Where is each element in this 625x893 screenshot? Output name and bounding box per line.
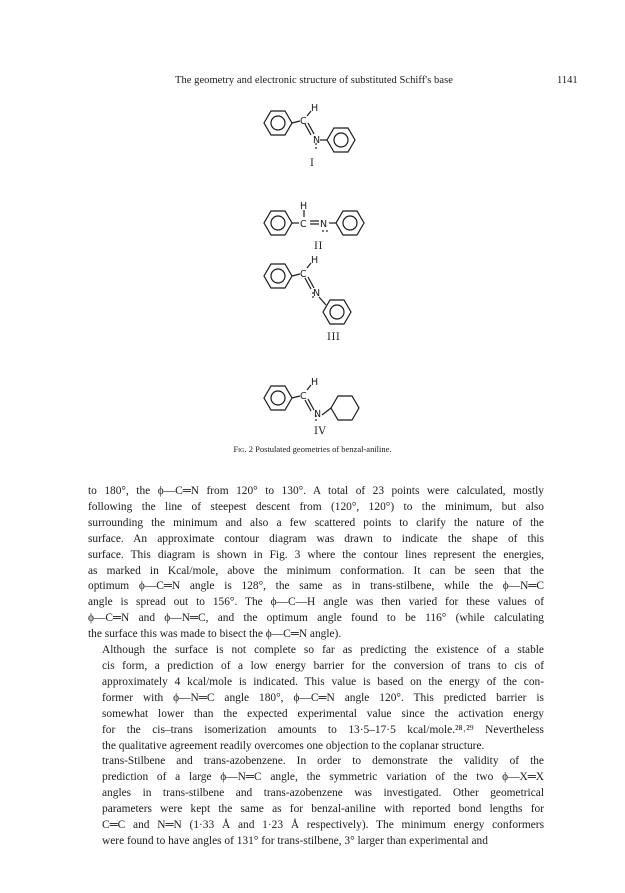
- figure-caption-text: Postulated geometries of benzal-aniline.: [255, 444, 392, 454]
- benzene-ring-icon: [327, 128, 355, 152]
- structure-label-iv: IV: [314, 426, 327, 437]
- body-text: [88, 484, 544, 850]
- structure-i-drawing: [264, 111, 355, 152]
- bond-line: [292, 121, 300, 123]
- page-number: 1141: [557, 75, 578, 86]
- bond-line: [292, 274, 300, 276]
- text-line: the surface this was made to bisect the ϕ—C═N angle).: [88, 628, 342, 641]
- running-title: The geometry and electronic structure of substituted Schiff's base: [175, 75, 453, 86]
- figure-caption-prefix: Fig. 2: [233, 444, 253, 454]
- benzene-circle-icon: [271, 269, 285, 283]
- text-line: the qualitative agreement readily overcomes one objection to the coplanar structure.: [102, 739, 485, 752]
- lone-pair-dot: [322, 230, 324, 232]
- atom-c: C: [300, 219, 307, 230]
- benzene-ring-icon: [264, 264, 292, 288]
- structure-label-iii: III: [327, 332, 341, 343]
- lone-pair-dot: [326, 230, 328, 232]
- benzene-ring-icon: [264, 111, 292, 135]
- paragraph: [88, 754, 544, 849]
- structure-ii-drawing: [264, 210, 364, 235]
- text-line: surface. An approximate contour diagram was drawn to indicate the shape of this: [88, 532, 544, 545]
- structure-label-i: I: [310, 158, 315, 169]
- benzene-circle-icon: [271, 116, 285, 130]
- atom-n: N: [314, 409, 322, 420]
- benzene-circle-icon: [271, 391, 285, 405]
- atom-c: C: [300, 391, 307, 402]
- text-line: following the line of steepest descent from (120°, 120°) to the minimum, but also: [88, 500, 544, 513]
- cyclohexane-ring-icon: [331, 396, 359, 420]
- text-line: as marked in Kcal/mole, above the minimum conformation. It can be seen that the: [88, 564, 544, 577]
- bond-line: [292, 396, 300, 398]
- figure-caption: [0, 444, 625, 454]
- benzene-ring-icon: [336, 211, 364, 235]
- benzene-circle-icon: [271, 216, 285, 230]
- structure-label-ii: II: [314, 241, 323, 252]
- text-line: trans-Stilbene and trans-azobenzene. In order to demonstrate the validity of the: [102, 755, 544, 768]
- benzene-circle-icon: [330, 305, 344, 319]
- atom-h: H: [311, 103, 319, 114]
- structures-drawing: [240, 100, 440, 460]
- text-line: approximately 4 kcal/mole is indicated. This value is based on the energy of the con-: [102, 675, 544, 688]
- text-line: former with ϕ—N═C angle 180°, ϕ—C═N angle 120°. This predicted barrier is: [102, 691, 544, 704]
- paragraph: [88, 484, 544, 643]
- text-line: parameters were kept the same as for benzal-aniline with reported bond lengths for: [102, 803, 544, 816]
- text-line: surface. This diagram is shown in Fig. 3 where the contour lines represent the energies,: [88, 548, 544, 561]
- benzene-ring-icon: [264, 386, 292, 410]
- structure-iv-drawing: [264, 385, 359, 420]
- text-line: for the cis–trans isomerization amounts to 13·5–17·5 kcal/mole.²⁸˒²⁹ Nevertheless: [102, 723, 544, 736]
- bond-line: [322, 408, 331, 415]
- benzene-circle-icon: [334, 133, 348, 147]
- structure-iii-drawing: [264, 263, 351, 324]
- paragraph: [88, 643, 544, 754]
- text-line: to 180°, the ϕ—C═N from 120° to 130°. A total of 23 points were calculated, mostly: [88, 485, 544, 497]
- atom-c: C: [300, 269, 307, 280]
- text-line: somewhat lower than the expected experimental value since the activation energy: [102, 707, 544, 720]
- benzene-ring-icon: [323, 300, 351, 324]
- text-line: angle is spread out to 156°. The ϕ—C—H angle was then varied for these values of: [88, 596, 544, 609]
- atom-h: H: [311, 377, 319, 388]
- figure-2: [240, 100, 440, 460]
- text-line: angles in trans-stilbene and trans-azobenzene was investigated. Other geometrical: [102, 787, 544, 800]
- atom-c: C: [300, 116, 307, 127]
- atom-n: N: [313, 135, 321, 146]
- text-line: Although the surface is not complete so far as predicting the existence of a stable: [102, 644, 544, 657]
- atom-h: H: [300, 201, 308, 212]
- atom-n: N: [320, 219, 328, 230]
- running-header: [0, 75, 625, 91]
- text-line: surrounding the minimum and also a few scattered points to clarify the nature of the: [88, 516, 544, 529]
- text-line: ϕ—C═N and ϕ—N═C, and the optimum angle found to be 116° (while calculating: [88, 612, 544, 625]
- benzene-ring-icon: [264, 211, 292, 235]
- text-line: prediction of a large ϕ—N═C angle, the symmetric variation of the two ϕ—X═X: [102, 771, 544, 784]
- text-line: optimum ϕ—C═N angle is 128°, the same as in trans-stilbene, while the ϕ—N═C: [88, 580, 544, 593]
- atom-h: H: [311, 255, 319, 266]
- benzene-circle-icon: [343, 216, 357, 230]
- text-line: were found to have angles of 131° for trans-stilbene, 3° larger than experimental and: [102, 834, 488, 847]
- text-line: C═C and N═N (1·33 Å and 1·23 Å respectively). The minimum energy conformers: [102, 819, 544, 832]
- text-line: cis form, a prediction of a low energy barrier for the conversion of trans to cis of: [102, 659, 544, 672]
- atom-n: N: [313, 288, 321, 299]
- lone-pair-dot: [315, 147, 317, 149]
